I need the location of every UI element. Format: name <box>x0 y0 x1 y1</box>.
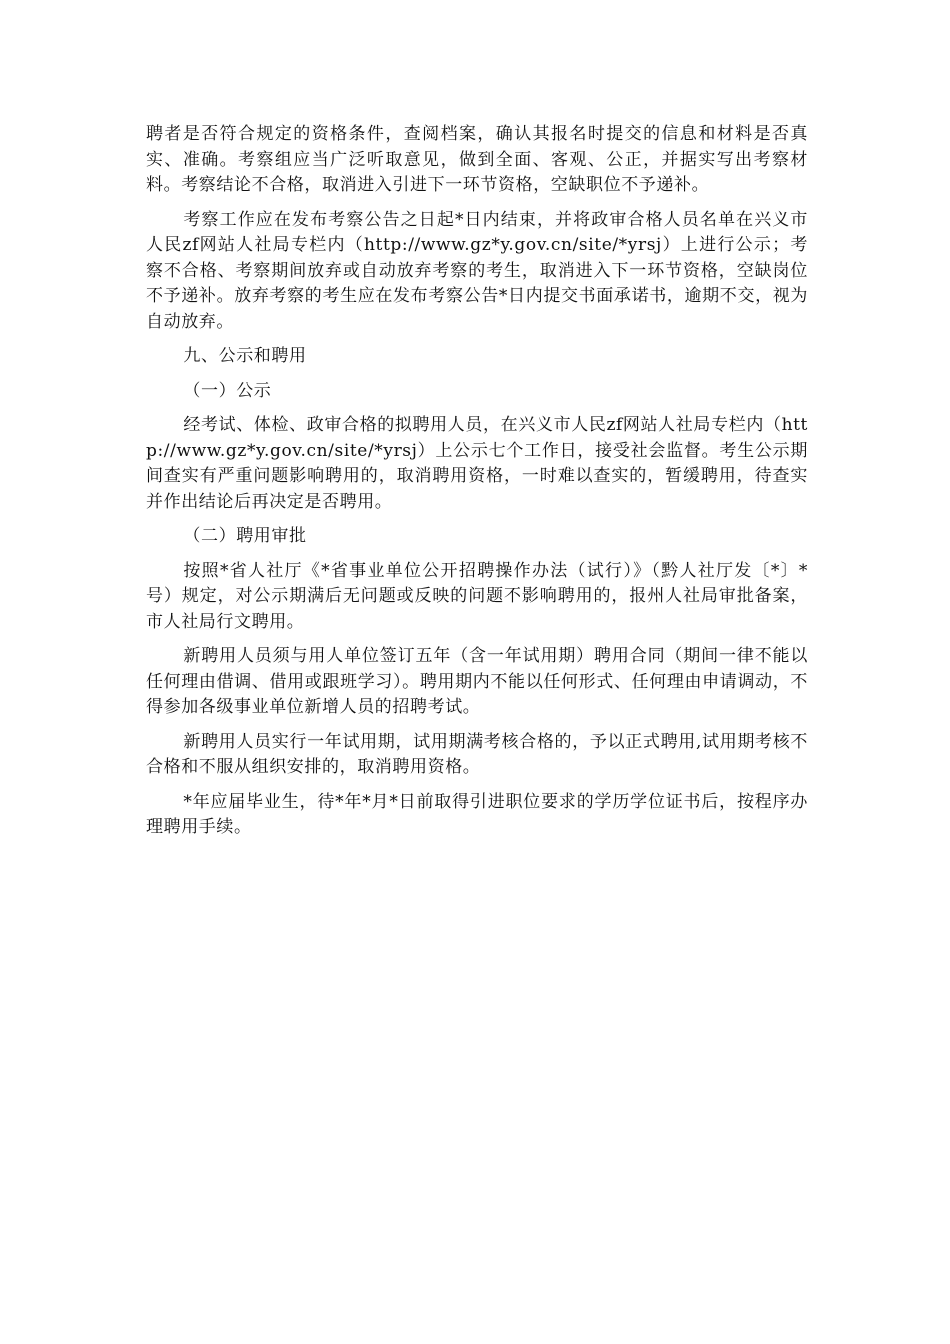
subsection-heading-publicity: （一）公示 <box>183 380 272 401</box>
paragraph-probation: 新聘用人员实行一年试用期，试用期满考核合格的，予以正式聘用,试用期考核不合格和不服从组织安排的，取消聘用资格。 <box>146 731 808 777</box>
document-body <box>146 122 808 850</box>
paragraph-publicity: 经考试、体检、政审合格的拟聘用人员，在兴义市人民zf网站人社局专栏内（http://www.gz*y.gov.cn/site/*yrsj）上公示七个工作日，接受社会监督。考生公示期间查实有严重问题影响聘用的，取消聘用资格，一时难以查实的，暂缓聘用，待查实并作出结论后再决定是否聘用。 <box>146 415 808 512</box>
paragraph-inspection-period: 考察工作应在发布考察公告之日起*日内结束，并将政审合格人员名单在兴义市人民zf网站人社局专栏内（http://www.gz*y.gov.cn/site/*yrsj）上进行公示；考察不合格、考察期间放弃或自动放弃考察的考生，取消进入下一环节资格，空缺岗位不予递补。放弃考察的考生应在发布考察公告*日内提交书面承诺书，逾期不交，视为自动放弃。 <box>146 209 808 332</box>
paragraph-continued: 聘者是否符合规定的资格条件，查阅档案，确认其报名时提交的信息和材料是否真实、准确。考察组应当广泛听取意见，做到全面、客观、公正，并据实写出考察材料。考察结论不合格，取消进入引进下一环节资格，空缺职位不予递补。 <box>146 124 808 195</box>
paragraph-approval: 按照*省人社厅《*省事业单位公开招聘操作办法（试行）》（黔人社厅发〔*〕*号）规定，对公示期满后无问题或反映的问题不影响聘用的，报州人社局审批备案，市人社局行文聘用。 <box>146 560 808 632</box>
paragraph-graduates: *年应届毕业生，待*年*月*日前取得引进职位要求的学历学位证书后，按程序办理聘用手续。 <box>146 791 808 837</box>
paragraph-contract: 新聘用人员须与用人单位签订五年（含一年试用期）聘用合同（期间一律不能以任何理由借调、借用或跟班学习）。聘用期内不能以任何形式、任何理由申请调动，不得参加各级事业单位新增人员的招聘考试。 <box>146 646 808 717</box>
subsection-heading-approval: （二）聘用审批 <box>183 526 307 546</box>
section-heading-publicity-employment: 九、公示和聘用 <box>183 346 307 366</box>
